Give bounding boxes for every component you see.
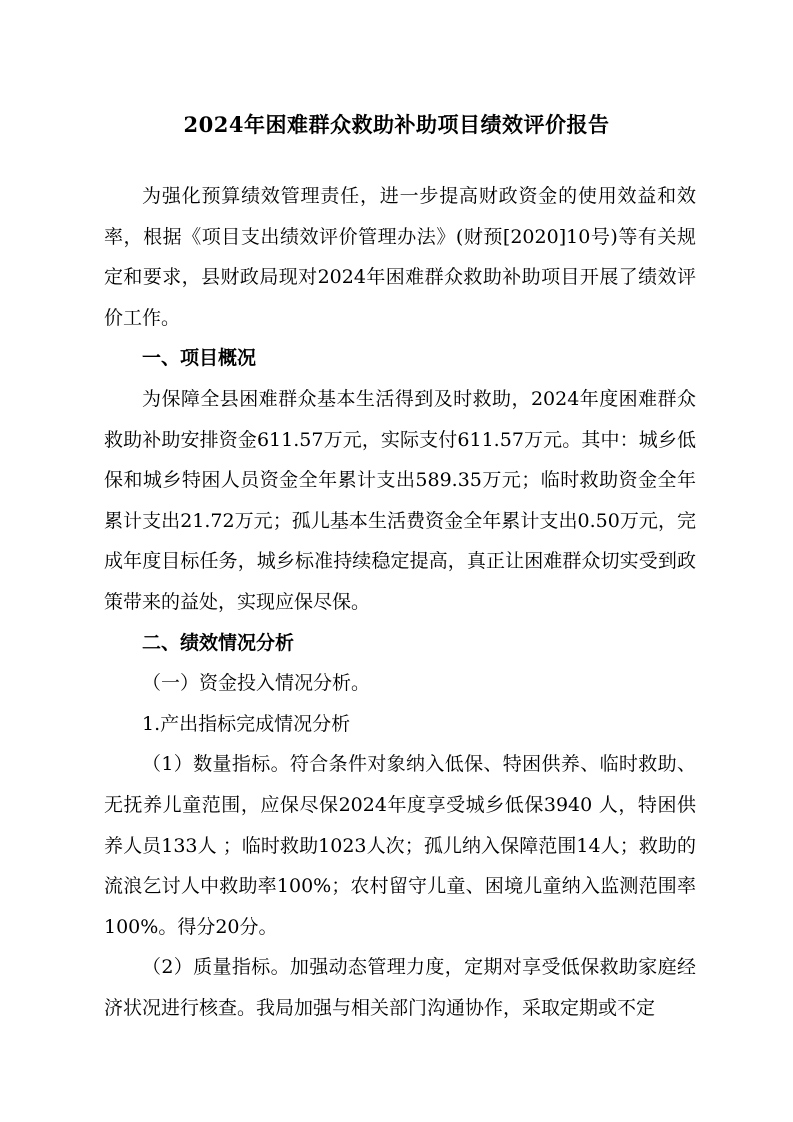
document-body (104, 176, 696, 1028)
quantity-indicator-paragraph: （1）数量指标。符合条件对象纳入低保、特困供养、临时救助、无抚养儿童范围，应保尽保2024年度享受城乡低保3940 人，特困供养人员133人 ；临时救助1023人次；孤儿纳入保障范围14人；救助的流浪乞讨人中救助率100%；农村留守儿童、困境儿童纳入监测范围率100%。得分20分。 (104, 753, 696, 938)
document-title: 2024年困难群众救助补助项目绩效评价报告 (183, 112, 610, 137)
subsection-heading-funding: （一）资金投入情况分析。 (142, 672, 371, 695)
section-heading-project-overview: 一、项目概况 (142, 347, 257, 370)
section-heading-performance-analysis: 二、绩效情况分析 (142, 631, 295, 654)
intro-paragraph: 为强化预算绩效管理责任，进一步提高财政资金的使用效益和效率，根据《项目支出绩效评价管理办法》(财预[2020]10号)等有关规定和要求，县财政局现对2024年困难群众救助补助项目开展了绩效评价工作。 (104, 185, 696, 329)
subsection-heading-output-indicators: 1.产出指标完成情况分析 (142, 712, 351, 735)
quality-indicator-paragraph: （2）质量指标。加强动态管理力度，定期对享受低保救助家庭经济状况进行核查。我局加强与相关部门沟通协作，采取定期或不定 (104, 956, 696, 1019)
project-overview-paragraph: 为保障全县困难群众基本生活得到及时救助，2024年度困难群众救助补助安排资金611.57万元，实际支付611.57万元。其中：城乡低保和城乡特困人员资金全年累计支出589.35万元；临时救助资金全年累计支出21.72万元；孤儿基本生活费资金全年累计支出0.50万元，完成年度目标任务，城乡标准持续稳定提高，真正让困难群众切实受到政策带来的益处，实现应保尽保。 (104, 387, 696, 613)
